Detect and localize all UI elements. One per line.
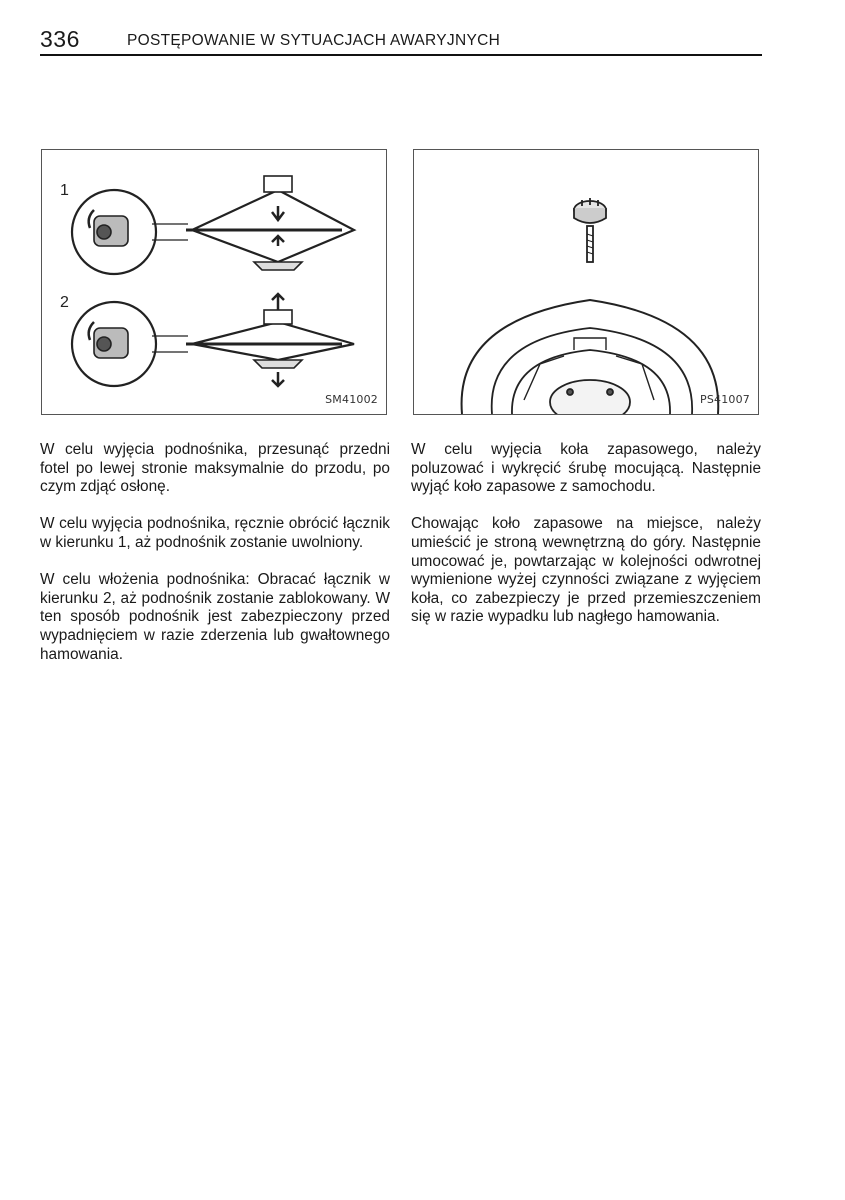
section-title: POSTĘPOWANIE W SYTUACJACH AWARYJNYCH (127, 32, 501, 49)
jack-step-1 (72, 176, 354, 274)
page-header (40, 24, 762, 56)
paragraph-store-spare-wheel: Chowając koło zapasowe na miejsce, należy umieścić je stroną wewnętrzną do góry. Następnie umocować je, powtarzając w kolejności odwrotnej wymienione wyżej czynności związane z wyjęciem koła, co zabezpieczy je przed przemieszczeniem się w razie wypadku lub nagłego hamowania. (411, 515, 761, 626)
arrow-down-2 (272, 372, 284, 386)
arrow-down-1 (272, 206, 284, 220)
jack-drawing (42, 150, 386, 414)
figure-code-left: SM41002 (325, 393, 378, 406)
left-text-column (40, 441, 390, 683)
page-number: 336 (40, 26, 80, 52)
paragraph-remove-jack-seat: W celu wyjęcia podnośnika, przesunąć przedni fotel po lewej stronie maksymalnie do przodu, po czym zdjąć osłonę. (40, 441, 390, 496)
spare-wheel-illustration (413, 149, 759, 415)
step-label-2: 2 (60, 294, 69, 311)
spare-wheel-drawing (414, 150, 758, 414)
spare-wheel (462, 300, 719, 414)
figure-code-right: PS41007 (699, 393, 750, 406)
step-label-1: 1 (60, 182, 69, 199)
paragraph-remove-spare-wheel: W celu wyjęcia koła zapasowego, należy poluzować i wykręcić śrubę mocującą. Następnie wyjąć koło zapasowe z samochodu. (411, 441, 761, 496)
paragraph-insert-jack: W celu włożenia podnośnika: Obracać łącznik w kierunku 2, aż podnośnik zostanie zablokowany. W ten sposób podnośnik jest zabezpieczony przed wypadnięciem w razie zderzenia lub gwałtownego hamowania. (40, 571, 390, 663)
arrow-up-1 (272, 236, 284, 246)
jack-step-2 (72, 294, 354, 386)
right-text-column (411, 441, 761, 646)
mounting-bolt (574, 198, 606, 262)
jack-illustration (41, 149, 387, 415)
arrow-up-2 (272, 294, 284, 310)
paragraph-remove-jack-direction: W celu wyjęcia podnośnika, ręcznie obrócić łącznik w kierunku 1, aż podnośnik zostanie uwolniony. (40, 515, 390, 551)
